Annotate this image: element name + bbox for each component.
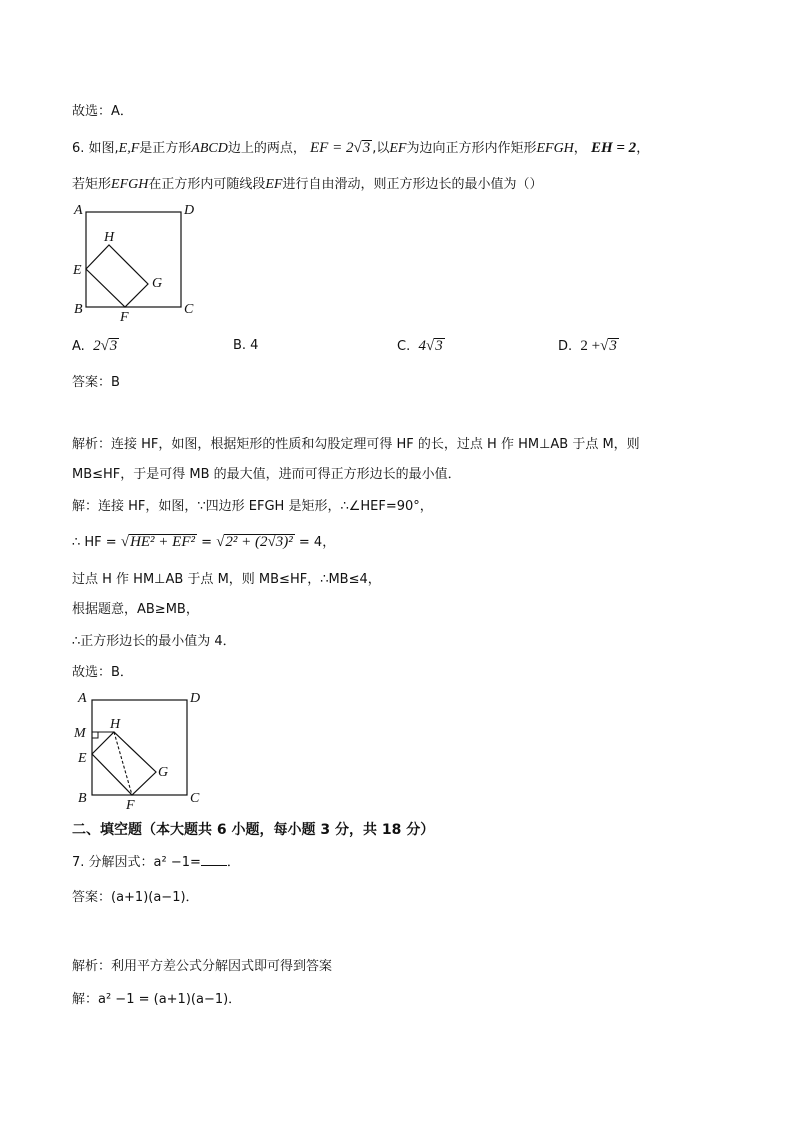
figure-square-rectangle-1 xyxy=(66,200,206,325)
option-b[interactable]: B. 4 xyxy=(233,338,259,353)
fig1-label-b: B xyxy=(74,302,83,317)
option-c[interactable]: C. 4√3 xyxy=(397,338,443,354)
fig2-label-m: M xyxy=(74,726,86,741)
q6-solution-3: 过点 H 作 HM⊥AB 于点 M，则 MB≤HF，∴MB≤4， xyxy=(72,572,381,587)
q7-answer: 答案：(a+1)(a−1)． xyxy=(72,890,199,905)
fig1-label-h: H xyxy=(104,230,115,245)
section-heading-fill-in: 二、填空题（本大题共 6 小题，每小题 3 分，共 18 分） xyxy=(72,822,435,838)
fig1-label-g: G xyxy=(152,276,163,291)
q6-solution-6: 故选：B． xyxy=(72,665,133,680)
q6-analysis-1: 解析：连接 HF，如图，根据矩形的性质和勾股定理可得 HF 的长，过点 H 作 HM⊥AB 于点 M，则 xyxy=(72,437,640,452)
fig2-label-e: E xyxy=(78,751,87,766)
fig1-label-e: E xyxy=(73,263,82,278)
fig2-label-h: H xyxy=(110,717,121,732)
fig1-label-a: A xyxy=(74,203,83,218)
fig2-label-f: F xyxy=(126,798,135,813)
q6-line1: 6. 如图,E,F是正方形ABCD边上的两点， EF = 2√3 ,以EF为边向正方形内作矩形EFGH， EH = 2， xyxy=(72,140,650,156)
fig2-label-d: D xyxy=(190,691,201,706)
q7-blank[interactable] xyxy=(201,853,227,866)
option-a[interactable]: A. 2√3 xyxy=(72,338,118,354)
option-d[interactable]: D. 2 +√3 xyxy=(558,338,617,354)
fig1-label-c: C xyxy=(184,302,194,317)
q6-line2: 若矩形EFGH在正方形内可随线段EF进行自由滑动，则正方形边长的最小值为（） xyxy=(72,177,543,192)
fig2-label-b: B xyxy=(78,791,87,806)
q7-analysis: 解析：利用平方差公式分解因式即可得到答案 xyxy=(72,959,333,974)
fig2-label-c: C xyxy=(190,791,200,806)
prev-answer: 故选：A． xyxy=(72,104,133,119)
fig1-label-d: D xyxy=(184,203,195,218)
q6-solution-5: ∴正方形边长的最小值为 4． xyxy=(72,634,236,649)
q7-question: 7. 分解因式：a² −1= ． xyxy=(72,855,240,870)
fig2-label-g: G xyxy=(158,765,169,780)
figure-square-rectangle-2 xyxy=(70,688,220,813)
q6-solution-2: ∴ HF = √HE² + EF² = √2² + (2√3)² = 4， xyxy=(72,534,336,550)
fig1-label-f: F xyxy=(120,310,129,325)
q6-solution-1: 解：连接 HF，如图，∵四边形 EFGH 是矩形，∴∠HEF=90°， xyxy=(72,499,433,514)
q7-solution: 解：a² −1 = (a+1)(a−1)． xyxy=(72,992,242,1007)
fig2-label-a: A xyxy=(78,691,87,706)
q6-answer: 答案：B xyxy=(72,375,120,390)
q6-solution-4: 根据题意，AB≥MB， xyxy=(72,602,199,617)
q6-analysis-2: MB≤HF，于是可得 MB 的最大值，进而可得正方形边长的最小值． xyxy=(72,467,461,482)
